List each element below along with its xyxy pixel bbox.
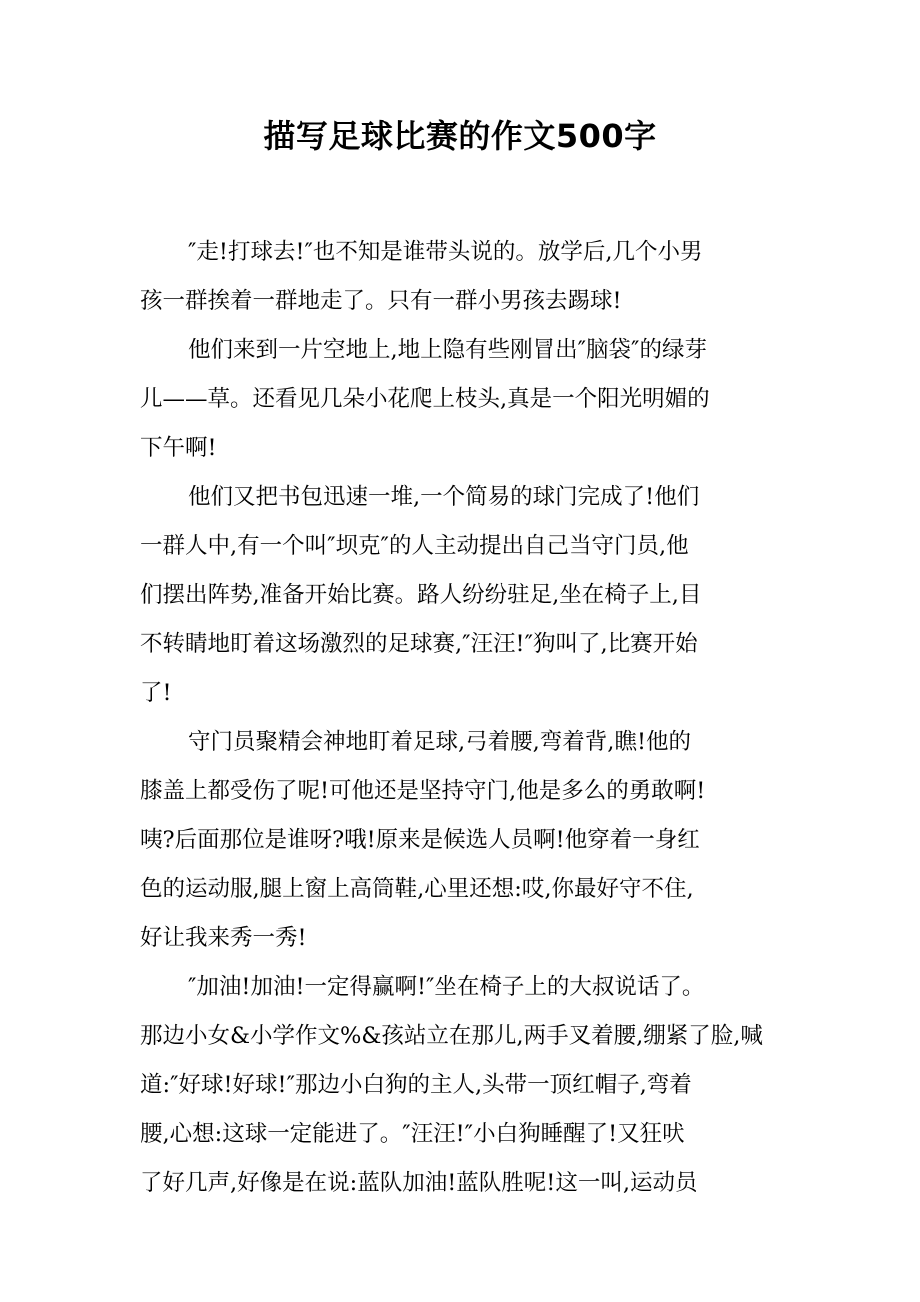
text-line: 他们来到一片空地上,地上隐有些刚冒出″脑袋″的绿芽: [188, 337, 707, 363]
text-line: 好让我来秀一秀!: [140, 925, 307, 951]
text-line: 色的运动服,腿上窗上高筒鞋,心里还想:哎,你最好守不住,: [140, 876, 694, 902]
text-line: 腰,心想:这球一定能进了。″汪汪!″小白狗睡醒了!又狂吠: [140, 1121, 685, 1147]
document-body: [140, 228, 820, 1208]
text-line: 下午啊!: [140, 435, 217, 461]
text-line: 孩一群挨着一群地走了。只有一群小男孩去踢球!: [140, 288, 622, 314]
text-line: 不转睛地盯着这场激烈的足球赛,″汪汪!″狗叫了,比赛开始: [140, 631, 698, 657]
text-line: 儿——草。还看见几朵小花爬上枝头,真是一个阳光明媚的: [140, 386, 710, 412]
text-line: 守门员聚精会神地盯着足球,弓着腰,弯着背,瞧!他的: [188, 729, 691, 755]
text-line: ″加油!加油!一定得赢啊!″坐在椅子上的大叔说话了。: [188, 974, 705, 1000]
text-line: 膝盖上都受伤了呢!可他还是坚持守门,他是多么的勇敢啊!: [140, 778, 706, 804]
text-line: 了!: [140, 680, 172, 706]
text-line: 他们又把书包迅速一堆,一个简易的球门完成了!他们: [188, 484, 700, 510]
text-line: 道:″好球!好球!″那边小白狗的主人,头带一顶红帽子,弯着: [140, 1072, 692, 1098]
text-line: 咦?后面那位是谁呀?哦!原来是候选人员啊!他穿着一身红: [140, 827, 700, 853]
text-line: 那边小女&小学作文%&孩站立在那儿,两手叉着腰,绷紧了脸,喊: [140, 1023, 763, 1049]
document-title: 描写足球比赛的作文500字: [263, 117, 657, 155]
text-line: 一群人中,有一个叫″坝克″的人主动提出自己当守门员,他: [140, 533, 689, 559]
text-line: ″走!打球去!″也不知是谁带头说的。放学后,几个小男: [188, 239, 703, 265]
text-line: 们摆出阵势,准备开始比赛。路人纷纷驻足,坐在椅子上,目: [140, 582, 702, 608]
text-line: 了好几声,好像是在说:蓝队加油!蓝队胜呢!这一叫,运动员: [140, 1170, 698, 1196]
